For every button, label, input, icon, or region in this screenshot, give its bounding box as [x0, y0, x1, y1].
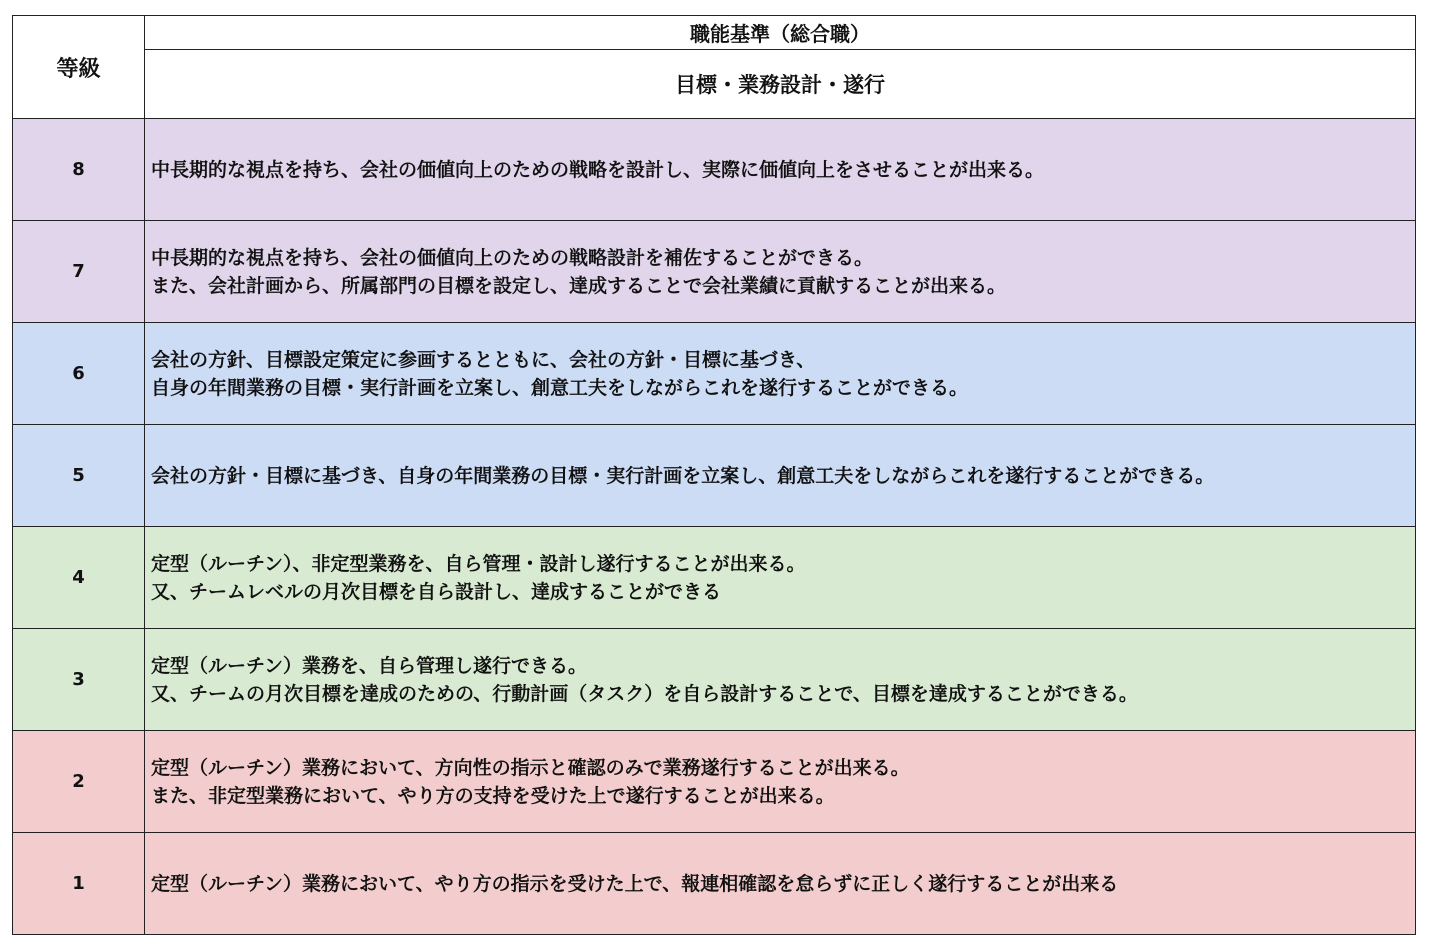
description-cell	[145, 629, 1416, 731]
competency-table	[12, 15, 1416, 935]
description-line: また、非定型業務において、やり方の支持を受けた上で遂行することが出来る。	[151, 784, 835, 807]
grade-row-1	[13, 833, 1416, 935]
description-line: 定型（ルーチン）業務において、やり方の指示を受けた上で、報連相確認を怠らずに正しく遂行することが出来る	[151, 872, 1119, 895]
grade-row-4	[13, 527, 1416, 629]
description-line: 又、チームの月次目標を達成のための、行動計画（タスク）を自ら設計することで、目標を達成することができる。	[151, 682, 1138, 705]
description-line: 会社の方針・目標に基づき、自身の年間業務の目標・実行計画を立案し、創意工夫をしながらこれを遂行することができる。	[151, 464, 1215, 487]
grade-row-2	[13, 731, 1416, 833]
grade-row-5	[13, 425, 1416, 527]
grade-row-8	[13, 119, 1416, 221]
description-line: 中長期的な視点を持ち、会社の価値向上のための戦略設計を補佐することができる。	[151, 246, 874, 269]
competency-table-sheet	[12, 15, 1415, 940]
grade-row-3	[13, 629, 1416, 731]
description-line: 定型（ルーチン）業務を、自ら管理し遂行できる。	[151, 654, 588, 677]
description-cell	[145, 323, 1416, 425]
grade-cell: 7	[13, 221, 145, 323]
description-line: 定型（ルーチン）業務において、方向性の指示と確認のみで業務遂行することが出来る。	[151, 756, 910, 779]
description-cell	[145, 425, 1416, 527]
description-line: 定型（ルーチン）、非定型業務を、自ら管理・設計し遂行することが出来る。	[151, 552, 806, 575]
description-line: 又、チームレベルの月次目標を自ら設計し、達成することができる	[151, 580, 722, 603]
grade-row-6	[13, 323, 1416, 425]
table-subtitle: 目標・業務設計・遂行	[145, 50, 1416, 119]
description-line: 中長期的な視点を持ち、会社の価値向上のための戦略を設計し、実際に価値向上をさせることが出来る。	[151, 158, 1045, 181]
description-line: 自身の年間業務の目標・実行計画を立案し、創意工夫をしながらこれを遂行することができる。	[151, 376, 969, 399]
grade-cell: 3	[13, 629, 145, 731]
grade-cell: 6	[13, 323, 145, 425]
description-cell	[145, 221, 1416, 323]
grade-cell: 8	[13, 119, 145, 221]
description-cell	[145, 119, 1416, 221]
grade-header: 等級	[13, 16, 145, 119]
grade-cell: 5	[13, 425, 145, 527]
grade-cell: 1	[13, 833, 145, 935]
description-cell	[145, 833, 1416, 935]
description-line: また、会社計画から、所属部門の目標を設定し、達成することで会社業績に貢献することが出来る。	[151, 274, 1007, 297]
description-cell	[145, 731, 1416, 833]
description-cell	[145, 527, 1416, 629]
grade-row-7	[13, 221, 1416, 323]
grade-cell: 4	[13, 527, 145, 629]
grade-rows	[13, 119, 1416, 935]
table-title: 職能基準（総合職）	[145, 16, 1416, 50]
grade-cell: 2	[13, 731, 145, 833]
description-line: 会社の方針、目標設定策定に参画するとともに、会社の方針・目標に基づき、	[151, 348, 816, 371]
